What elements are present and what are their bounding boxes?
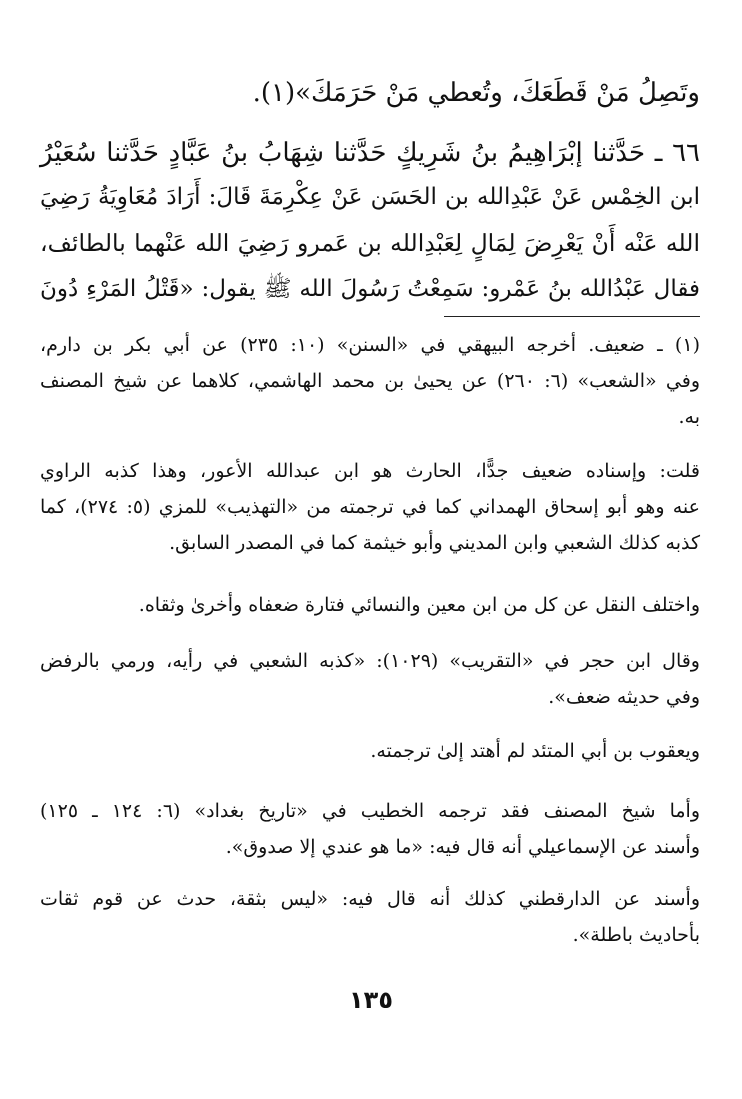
footnote-paragraph (40, 596, 700, 632)
footnote-line: بأحاديث باطلة». (572, 924, 700, 946)
main-text-line: وتَصِلُ مَنْ قَطَعَكَ، وتُعطي مَنْ حَرَمَكَ»(١). (252, 78, 700, 108)
footnote-paragraph (40, 652, 700, 724)
footnote-paragraph (40, 742, 700, 778)
main-text-line: ٦٦ ـ حَدَّثنا إبْرَاهِيمُ بنُ شَرِيكٍ حَدَّثنا شِهَابُ بنُ عَبَّادٍ حَدَّثنا سُعَيْرُ (40, 138, 700, 168)
footnote-line: (١) ـ ضعيف. أخرجه البيهقي في «السنن» (١٠: ٢٣٥) عن أبي بكر بن دارم، (40, 334, 700, 356)
footnote-line: وأسند عن الإسماعيلي أنه قال فيه: «ما هو عندي إلا صدوق». (225, 836, 700, 858)
footnote-separator (444, 316, 700, 317)
footnote-line: وقال ابن حجر في «التقريب» (١٠٢٩): «كذبه الشعبي في رأيه، ورمي بالرفض (40, 650, 700, 672)
footnote-line: وأسند عن الدارقطني كذلك أنه قال فيه: «ليس بثقة، حدث عن قوم ثقات (40, 888, 700, 910)
footnote-line: ويعقوب بن أبي المتئد لم أهتد إلىٰ ترجمته. (370, 740, 700, 762)
footnote-line: وفي «الشعب» (٦: ٢٦٠) عن يحيىٰ بن محمد الهاشمي، كلاهما عن شيخ المصنف (40, 370, 700, 392)
main-text-line: ابن الخِمْس عَنْ عَبْدِالله بن الحَسَن عَنْ عِكْرِمَةَ قَالَ: أَرَادَ مُعَاوِيَةُ رَضِيَ (40, 184, 700, 210)
footnote-paragraph (40, 890, 700, 962)
footnote-line: وأما شيخ المصنف فقد ترجمه الخطيب في «تاريخ بغداد» (٦: ١٢٤ ـ ١٢٥) (40, 800, 700, 822)
footnote-line: واختلف النقل عن كل من ابن معين والنسائي فتارة ضعفاه وأخرىٰ وثقاه. (138, 594, 700, 616)
footnote-line: به. (678, 406, 700, 428)
main-text-line: فقال عَبْدُالله بنُ عَمْرو: سَمِعْتُ رَسُولَ الله ﷺ يقول: «قَتْلُ المَرْءِ دُونَ (40, 276, 700, 302)
footnote-paragraph (40, 802, 700, 874)
footnote-line: عنه وهو أبو إسحاق الهمداني كما في ترجمته من «التهذيب» للمزي (٥: ٢٧٤)، كما (40, 496, 700, 518)
footnote-line: وفي حديثه ضعف». (548, 686, 700, 708)
footnote-line: قلت: وإسناده ضعيف جدًّا، الحارث هو ابن عبدالله الأعور، وهذا كذبه الراوي (40, 460, 700, 482)
page-number: ١٣٥ (349, 986, 393, 1014)
footnote-line: كذبه كذلك الشعبي وابن المديني وأبو خيثمة كما في المصدر السابق. (169, 532, 700, 554)
footnote-paragraph (40, 336, 700, 444)
footnote-paragraph (40, 462, 700, 570)
main-text-line: الله عَنْه أَنْ يَعْرِضَ لِمَالٍ لِعَبْدِالله بن عَمرو رَضِيَ الله عَنْهما بالطائف، (40, 229, 700, 257)
